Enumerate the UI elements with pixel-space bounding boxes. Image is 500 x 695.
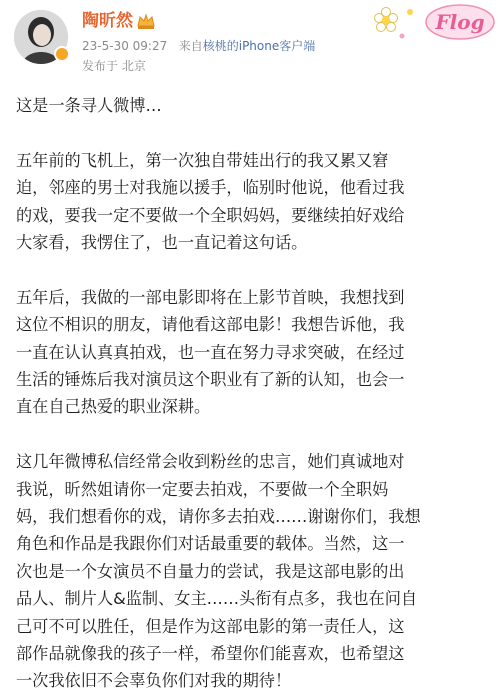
- source-prefix: 来自: [178, 39, 203, 53]
- post-location: 发布于 北京: [82, 59, 146, 73]
- vip-crown-icon: [136, 12, 156, 30]
- post-paragraph-1: 这是一条寻人微博…: [16, 96, 162, 115]
- post-paragraph-4: 这几年微博私信经常会收到粉丝的忠言，她们真诚地对 我说，昕然姐请你一定要去拍戏，不要做一个全职妈 妈，我们想看你的戏，请你多去拍戏……谢谢你们，我想 角色和作品是我跟你们对话最重要的载体。当然，这一 次也是一个女演员不自量力的尝试，我是这部电影的出 品人、制片人&监制、女主……头衔有点多，我也在问自 己可不可以胜任，但是作为这部电影的第一责任人，这 部作品就像我的孩子一样，希望你们能喜欢，也希望这 一次我依旧不会辜负你们对我的期待！: [16, 452, 421, 691]
- flower-icon: [375, 8, 414, 39]
- post-body: [16, 92, 486, 695]
- sticker-text: Flog: [435, 10, 485, 34]
- author-name[interactable]: 陶昕然: [82, 11, 133, 31]
- post-header: [0, 0, 500, 86]
- post-paragraph-2: 五年前的飞机上，第一次独自带娃出行的我又累又窘 迫，邻座的男士对我施以援手，临别时他说，他看过我 的戏，要我一定不要做一个全职妈妈，要继续拍好戏给 大家看，我愣住了，也一直记着这句话。: [16, 150, 405, 253]
- verified-badge-icon: [54, 46, 70, 62]
- post-source[interactable]: 核桃的iPhone客户端: [202, 39, 316, 53]
- flog-sticker: [372, 0, 500, 46]
- post-paragraph-3: 五年后，我做的一部电影即将在上影节首映，我想找到 这位不相识的朋友，请他看这部电影！我想告诉他，我 一直在认认真真拍戏，也一直在努力寻求突破，在经过 生活的锤炼后我对演员这个职业有了新的认知，也会一 直在自己热爱的职业深耕。: [16, 287, 405, 417]
- post-meta: [82, 38, 315, 54]
- post-time: 23-5-30 09:27: [82, 39, 168, 53]
